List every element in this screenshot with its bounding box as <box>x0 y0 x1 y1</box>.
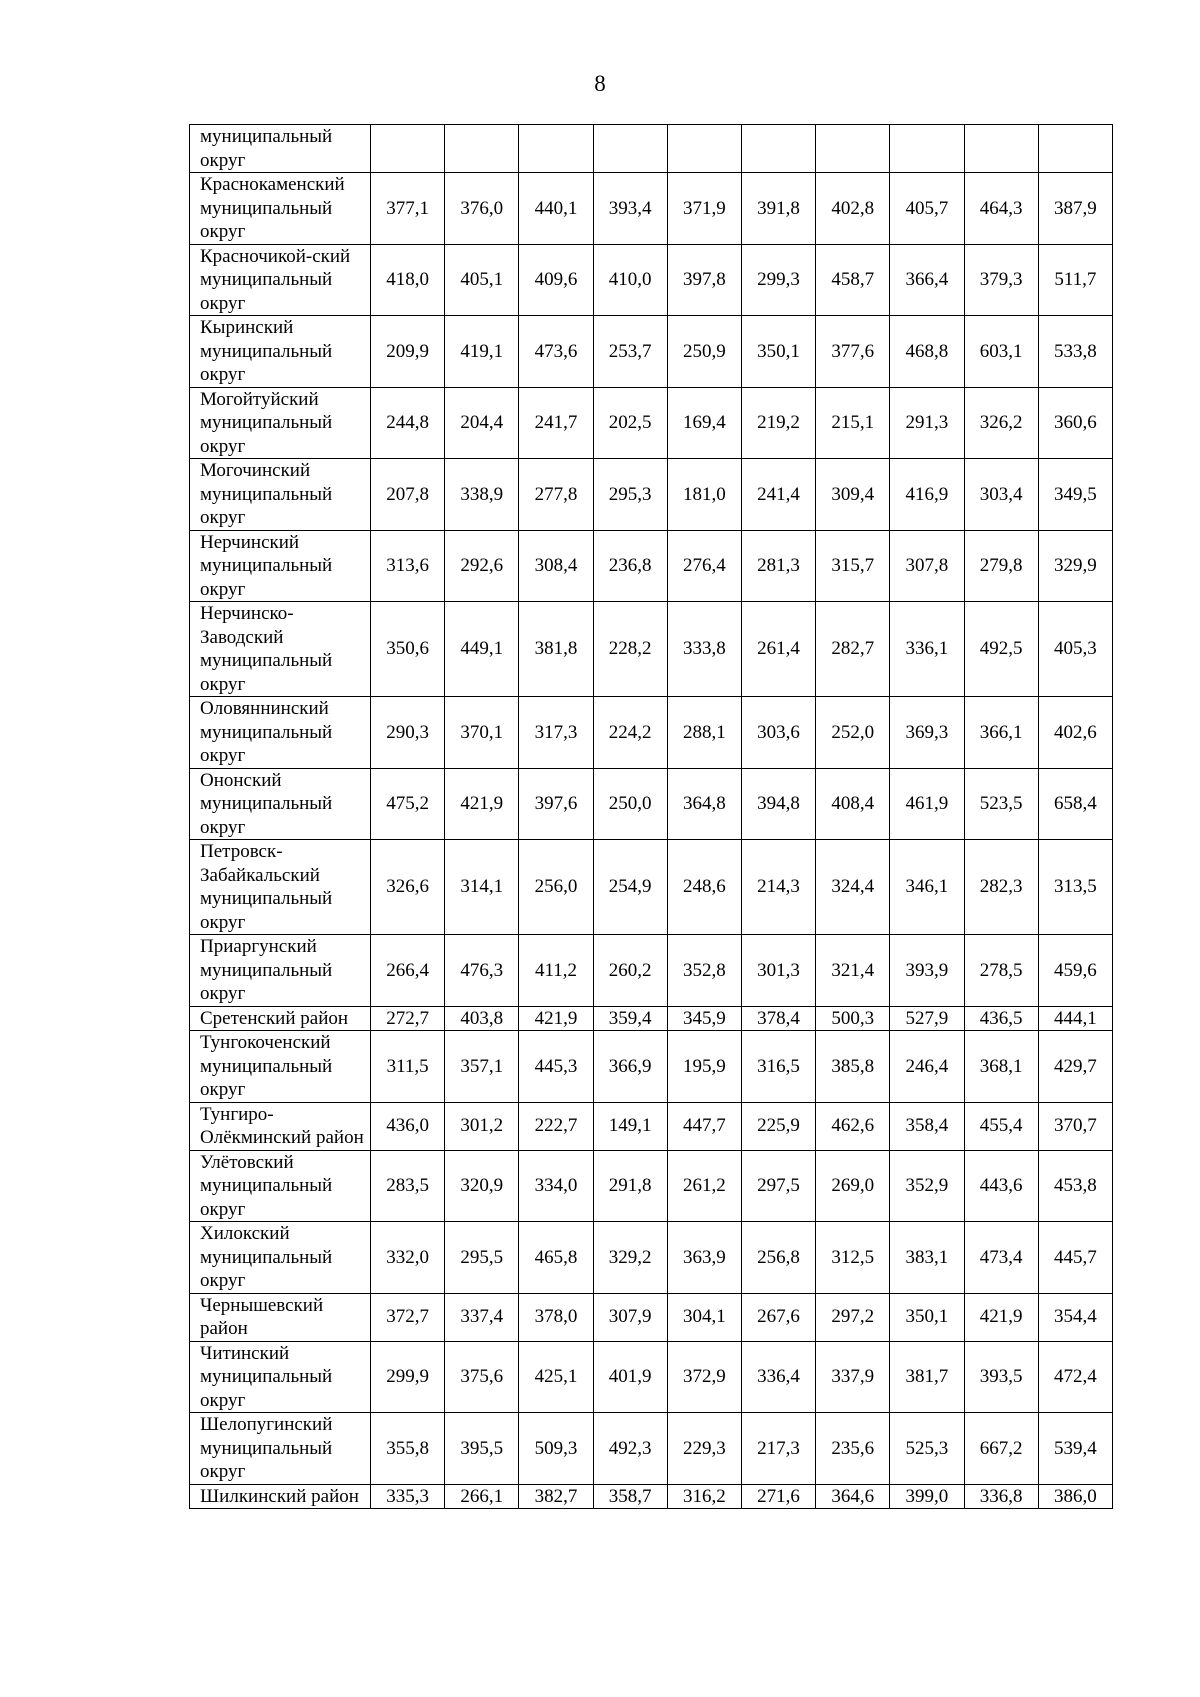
value-cell: 329,2 <box>593 1222 667 1294</box>
value-cell: 313,6 <box>371 530 445 602</box>
value-cell: 468,8 <box>890 316 964 388</box>
row-name-cell: Шилкинский район <box>190 1484 371 1509</box>
value-cell: 266,1 <box>445 1484 519 1509</box>
value-cell: 492,3 <box>593 1413 667 1485</box>
value-cell: 244,8 <box>371 387 445 459</box>
table-row <box>190 1222 1113 1294</box>
value-cell: 253,7 <box>593 316 667 388</box>
value-cell: 473,4 <box>964 1222 1038 1294</box>
value-cell: 354,4 <box>1038 1293 1112 1341</box>
value-cell: 411,2 <box>519 935 593 1007</box>
value-cell: 209,9 <box>371 316 445 388</box>
value-cell: 267,6 <box>741 1293 815 1341</box>
value-cell: 453,8 <box>1038 1150 1112 1222</box>
value-cell: 272,7 <box>371 1006 445 1031</box>
value-cell: 459,6 <box>1038 935 1112 1007</box>
value-cell: 181,0 <box>667 459 741 531</box>
value-cell: 229,3 <box>667 1413 741 1485</box>
value-cell: 416,9 <box>890 459 964 531</box>
value-cell: 527,9 <box>890 1006 964 1031</box>
value-cell: 418,0 <box>371 244 445 316</box>
table-row <box>190 1484 1113 1509</box>
value-cell: 349,5 <box>1038 459 1112 531</box>
value-cell: 314,1 <box>445 840 519 935</box>
value-cell: 326,6 <box>371 840 445 935</box>
table-row <box>190 768 1113 840</box>
row-name-cell: Тунгокоченский муниципальный округ <box>190 1031 371 1103</box>
value-cell: 246,4 <box>890 1031 964 1103</box>
value-cell: 465,8 <box>519 1222 593 1294</box>
value-cell: 364,8 <box>667 768 741 840</box>
value-cell: 444,1 <box>1038 1006 1112 1031</box>
value-cell: 492,5 <box>964 602 1038 697</box>
value-cell: 383,1 <box>890 1222 964 1294</box>
value-cell: 377,6 <box>816 316 890 388</box>
value-cell: 228,2 <box>593 602 667 697</box>
value-cell: 324,4 <box>816 840 890 935</box>
value-cell: 282,7 <box>816 602 890 697</box>
value-cell: 207,8 <box>371 459 445 531</box>
value-cell: 250,0 <box>593 768 667 840</box>
table-row <box>190 1293 1113 1341</box>
value-cell: 219,2 <box>741 387 815 459</box>
value-cell: 260,2 <box>593 935 667 1007</box>
row-name-cell: Нерчинско-Заводский муниципальный округ <box>190 602 371 697</box>
value-cell: 401,9 <box>593 1341 667 1413</box>
value-cell: 358,7 <box>593 1484 667 1509</box>
value-cell: 402,8 <box>816 173 890 245</box>
value-cell: 458,7 <box>816 244 890 316</box>
value-cell: 363,9 <box>667 1222 741 1294</box>
value-cell: 368,1 <box>964 1031 1038 1103</box>
value-cell: 436,5 <box>964 1006 1038 1031</box>
value-cell: 295,5 <box>445 1222 519 1294</box>
value-cell: 337,4 <box>445 1293 519 1341</box>
value-cell: 455,4 <box>964 1102 1038 1150</box>
value-cell: 225,9 <box>741 1102 815 1150</box>
value-cell: 279,8 <box>964 530 1038 602</box>
value-cell: 301,2 <box>445 1102 519 1150</box>
table-row <box>190 173 1113 245</box>
value-cell: 511,7 <box>1038 244 1112 316</box>
value-cell: 283,5 <box>371 1150 445 1222</box>
value-cell: 241,7 <box>519 387 593 459</box>
row-name-cell: муниципальный округ <box>190 125 371 173</box>
value-cell: 370,7 <box>1038 1102 1112 1150</box>
value-cell: 311,5 <box>371 1031 445 1103</box>
value-cell: 316,2 <box>667 1484 741 1509</box>
row-name-cell: Ононский муниципальный округ <box>190 768 371 840</box>
value-cell <box>1038 125 1112 173</box>
value-cell: 333,8 <box>667 602 741 697</box>
table-row <box>190 697 1113 769</box>
value-cell: 394,8 <box>741 768 815 840</box>
row-name-cell: Читинский муниципальный округ <box>190 1341 371 1413</box>
table-row <box>190 316 1113 388</box>
table-body <box>190 125 1113 1509</box>
value-cell: 336,8 <box>964 1484 1038 1509</box>
row-name-cell: Хилокский муниципальный округ <box>190 1222 371 1294</box>
value-cell: 473,6 <box>519 316 593 388</box>
value-cell: 405,1 <box>445 244 519 316</box>
table-row <box>190 244 1113 316</box>
value-cell: 256,0 <box>519 840 593 935</box>
value-cell: 408,4 <box>816 768 890 840</box>
value-cell: 525,3 <box>890 1413 964 1485</box>
value-cell: 461,9 <box>890 768 964 840</box>
value-cell: 308,4 <box>519 530 593 602</box>
value-cell: 372,9 <box>667 1341 741 1413</box>
table-row <box>190 1413 1113 1485</box>
row-name-cell: Шелопугинский муниципальный округ <box>190 1413 371 1485</box>
value-cell: 472,4 <box>1038 1341 1112 1413</box>
value-cell <box>964 125 1038 173</box>
value-cell: 421,9 <box>964 1293 1038 1341</box>
value-cell: 350,1 <box>890 1293 964 1341</box>
value-cell: 149,1 <box>593 1102 667 1150</box>
row-name-cell: Могойтуйский муниципальный округ <box>190 387 371 459</box>
value-cell <box>741 125 815 173</box>
value-cell: 539,4 <box>1038 1413 1112 1485</box>
value-cell: 421,9 <box>445 768 519 840</box>
table-row <box>190 125 1113 173</box>
value-cell: 304,1 <box>667 1293 741 1341</box>
value-cell: 291,3 <box>890 387 964 459</box>
value-cell: 378,0 <box>519 1293 593 1341</box>
value-cell: 352,9 <box>890 1150 964 1222</box>
value-cell: 385,8 <box>816 1031 890 1103</box>
row-name-cell: Красночикой-ский муниципальный округ <box>190 244 371 316</box>
value-cell: 261,2 <box>667 1150 741 1222</box>
value-cell: 603,1 <box>964 316 1038 388</box>
value-cell: 309,4 <box>816 459 890 531</box>
row-name-cell: Тунгиро-Олёкминский район <box>190 1102 371 1150</box>
value-cell: 409,6 <box>519 244 593 316</box>
value-cell: 381,7 <box>890 1341 964 1413</box>
value-cell: 269,0 <box>816 1150 890 1222</box>
value-cell: 360,6 <box>1038 387 1112 459</box>
value-cell: 307,9 <box>593 1293 667 1341</box>
value-cell: 447,7 <box>667 1102 741 1150</box>
value-cell: 317,3 <box>519 697 593 769</box>
value-cell: 445,3 <box>519 1031 593 1103</box>
value-cell: 281,3 <box>741 530 815 602</box>
value-cell: 500,3 <box>816 1006 890 1031</box>
value-cell: 315,7 <box>816 530 890 602</box>
value-cell <box>519 125 593 173</box>
table-row <box>190 1102 1113 1150</box>
value-cell: 405,3 <box>1038 602 1112 697</box>
value-cell <box>445 125 519 173</box>
value-cell: 276,4 <box>667 530 741 602</box>
value-cell: 386,0 <box>1038 1484 1112 1509</box>
value-cell: 387,9 <box>1038 173 1112 245</box>
value-cell: 372,7 <box>371 1293 445 1341</box>
value-cell: 332,0 <box>371 1222 445 1294</box>
value-cell: 299,3 <box>741 244 815 316</box>
value-cell: 377,1 <box>371 173 445 245</box>
value-cell: 256,8 <box>741 1222 815 1294</box>
value-cell: 241,4 <box>741 459 815 531</box>
value-cell: 382,7 <box>519 1484 593 1509</box>
value-cell: 320,9 <box>445 1150 519 1222</box>
page-number: 8 <box>594 71 606 96</box>
value-cell: 370,1 <box>445 697 519 769</box>
row-name-cell: Сретенский район <box>190 1006 371 1031</box>
table-row <box>190 1031 1113 1103</box>
value-cell: 307,8 <box>890 530 964 602</box>
value-cell: 391,8 <box>741 173 815 245</box>
value-cell: 334,0 <box>519 1150 593 1222</box>
value-cell <box>667 125 741 173</box>
value-cell: 303,6 <box>741 697 815 769</box>
value-cell: 397,6 <box>519 768 593 840</box>
value-cell: 169,4 <box>667 387 741 459</box>
value-cell: 312,5 <box>816 1222 890 1294</box>
value-cell: 202,5 <box>593 387 667 459</box>
value-cell: 421,9 <box>519 1006 593 1031</box>
value-cell: 195,9 <box>667 1031 741 1103</box>
value-cell: 337,9 <box>816 1341 890 1413</box>
value-cell: 509,3 <box>519 1413 593 1485</box>
value-cell: 393,4 <box>593 173 667 245</box>
value-cell: 658,4 <box>1038 768 1112 840</box>
value-cell: 350,6 <box>371 602 445 697</box>
value-cell: 376,0 <box>445 173 519 245</box>
value-cell: 379,3 <box>964 244 1038 316</box>
value-cell: 357,1 <box>445 1031 519 1103</box>
value-cell: 329,9 <box>1038 530 1112 602</box>
value-cell: 250,9 <box>667 316 741 388</box>
value-cell: 266,4 <box>371 935 445 1007</box>
value-cell: 476,3 <box>445 935 519 1007</box>
value-cell: 375,6 <box>445 1341 519 1413</box>
table-row <box>190 1006 1113 1031</box>
value-cell: 217,3 <box>741 1413 815 1485</box>
value-cell: 278,5 <box>964 935 1038 1007</box>
row-name-cell: Краснокаменский муниципальный округ <box>190 173 371 245</box>
table-row <box>190 840 1113 935</box>
value-cell: 366,9 <box>593 1031 667 1103</box>
row-name-cell: Кыринский муниципальный округ <box>190 316 371 388</box>
row-name-cell: Нерчинский муниципальный округ <box>190 530 371 602</box>
value-cell: 355,8 <box>371 1413 445 1485</box>
value-cell: 395,5 <box>445 1413 519 1485</box>
value-cell: 248,6 <box>667 840 741 935</box>
row-name-cell: Улётовский муниципальный округ <box>190 1150 371 1222</box>
value-cell: 369,3 <box>890 697 964 769</box>
value-cell: 290,3 <box>371 697 445 769</box>
value-cell: 523,5 <box>964 768 1038 840</box>
value-cell: 403,8 <box>445 1006 519 1031</box>
value-cell: 236,8 <box>593 530 667 602</box>
value-cell: 288,1 <box>667 697 741 769</box>
value-cell: 440,1 <box>519 173 593 245</box>
value-cell: 222,7 <box>519 1102 593 1150</box>
value-cell: 277,8 <box>519 459 593 531</box>
value-cell: 326,2 <box>964 387 1038 459</box>
value-cell: 335,3 <box>371 1484 445 1509</box>
table-row <box>190 1341 1113 1413</box>
value-cell: 338,9 <box>445 459 519 531</box>
value-cell: 299,9 <box>371 1341 445 1413</box>
value-cell: 291,8 <box>593 1150 667 1222</box>
value-cell: 533,8 <box>1038 316 1112 388</box>
value-cell: 345,9 <box>667 1006 741 1031</box>
value-cell: 254,9 <box>593 840 667 935</box>
value-cell: 313,5 <box>1038 840 1112 935</box>
value-cell: 425,1 <box>519 1341 593 1413</box>
value-cell: 224,2 <box>593 697 667 769</box>
value-cell: 443,6 <box>964 1150 1038 1222</box>
value-cell: 336,1 <box>890 602 964 697</box>
value-cell: 336,4 <box>741 1341 815 1413</box>
value-cell: 316,5 <box>741 1031 815 1103</box>
value-cell: 321,4 <box>816 935 890 1007</box>
value-cell: 352,8 <box>667 935 741 1007</box>
data-table <box>189 124 1113 1509</box>
value-cell: 462,6 <box>816 1102 890 1150</box>
value-cell: 204,4 <box>445 387 519 459</box>
row-name-cell: Оловяннинский муниципальный округ <box>190 697 371 769</box>
value-cell: 419,1 <box>445 316 519 388</box>
value-cell: 475,2 <box>371 768 445 840</box>
value-cell: 366,1 <box>964 697 1038 769</box>
value-cell: 436,0 <box>371 1102 445 1150</box>
row-name-cell: Приаргунский муниципальный округ <box>190 935 371 1007</box>
table-row <box>190 935 1113 1007</box>
value-cell: 303,4 <box>964 459 1038 531</box>
value-cell: 366,4 <box>890 244 964 316</box>
value-cell: 667,2 <box>964 1413 1038 1485</box>
value-cell: 378,4 <box>741 1006 815 1031</box>
value-cell: 393,9 <box>890 935 964 1007</box>
table-row <box>190 530 1113 602</box>
row-name-cell: Могочинский муниципальный округ <box>190 459 371 531</box>
value-cell: 358,4 <box>890 1102 964 1150</box>
value-cell: 346,1 <box>890 840 964 935</box>
value-cell: 402,6 <box>1038 697 1112 769</box>
value-cell: 364,6 <box>816 1484 890 1509</box>
table-row <box>190 459 1113 531</box>
value-cell: 301,3 <box>741 935 815 1007</box>
table-row <box>190 1150 1113 1222</box>
row-name-cell: Петровск-Забайкальский муниципальный округ <box>190 840 371 935</box>
value-cell: 393,5 <box>964 1341 1038 1413</box>
value-cell: 445,7 <box>1038 1222 1112 1294</box>
value-cell: 399,0 <box>890 1484 964 1509</box>
value-cell <box>593 125 667 173</box>
value-cell: 381,8 <box>519 602 593 697</box>
value-cell: 215,1 <box>816 387 890 459</box>
value-cell: 350,1 <box>741 316 815 388</box>
value-cell: 292,6 <box>445 530 519 602</box>
value-cell: 261,4 <box>741 602 815 697</box>
value-cell: 464,3 <box>964 173 1038 245</box>
value-cell <box>890 125 964 173</box>
value-cell: 371,9 <box>667 173 741 245</box>
value-cell <box>816 125 890 173</box>
value-cell: 429,7 <box>1038 1031 1112 1103</box>
value-cell <box>371 125 445 173</box>
table-row <box>190 602 1113 697</box>
row-name-cell: Чернышевский район <box>190 1293 371 1341</box>
value-cell: 397,8 <box>667 244 741 316</box>
value-cell: 297,5 <box>741 1150 815 1222</box>
value-cell: 410,0 <box>593 244 667 316</box>
value-cell: 295,3 <box>593 459 667 531</box>
value-cell: 449,1 <box>445 602 519 697</box>
value-cell: 282,3 <box>964 840 1038 935</box>
value-cell: 359,4 <box>593 1006 667 1031</box>
value-cell: 235,6 <box>816 1413 890 1485</box>
value-cell: 405,7 <box>890 173 964 245</box>
value-cell: 297,2 <box>816 1293 890 1341</box>
table-row <box>190 387 1113 459</box>
value-cell: 214,3 <box>741 840 815 935</box>
value-cell: 271,6 <box>741 1484 815 1509</box>
value-cell: 252,0 <box>816 697 890 769</box>
